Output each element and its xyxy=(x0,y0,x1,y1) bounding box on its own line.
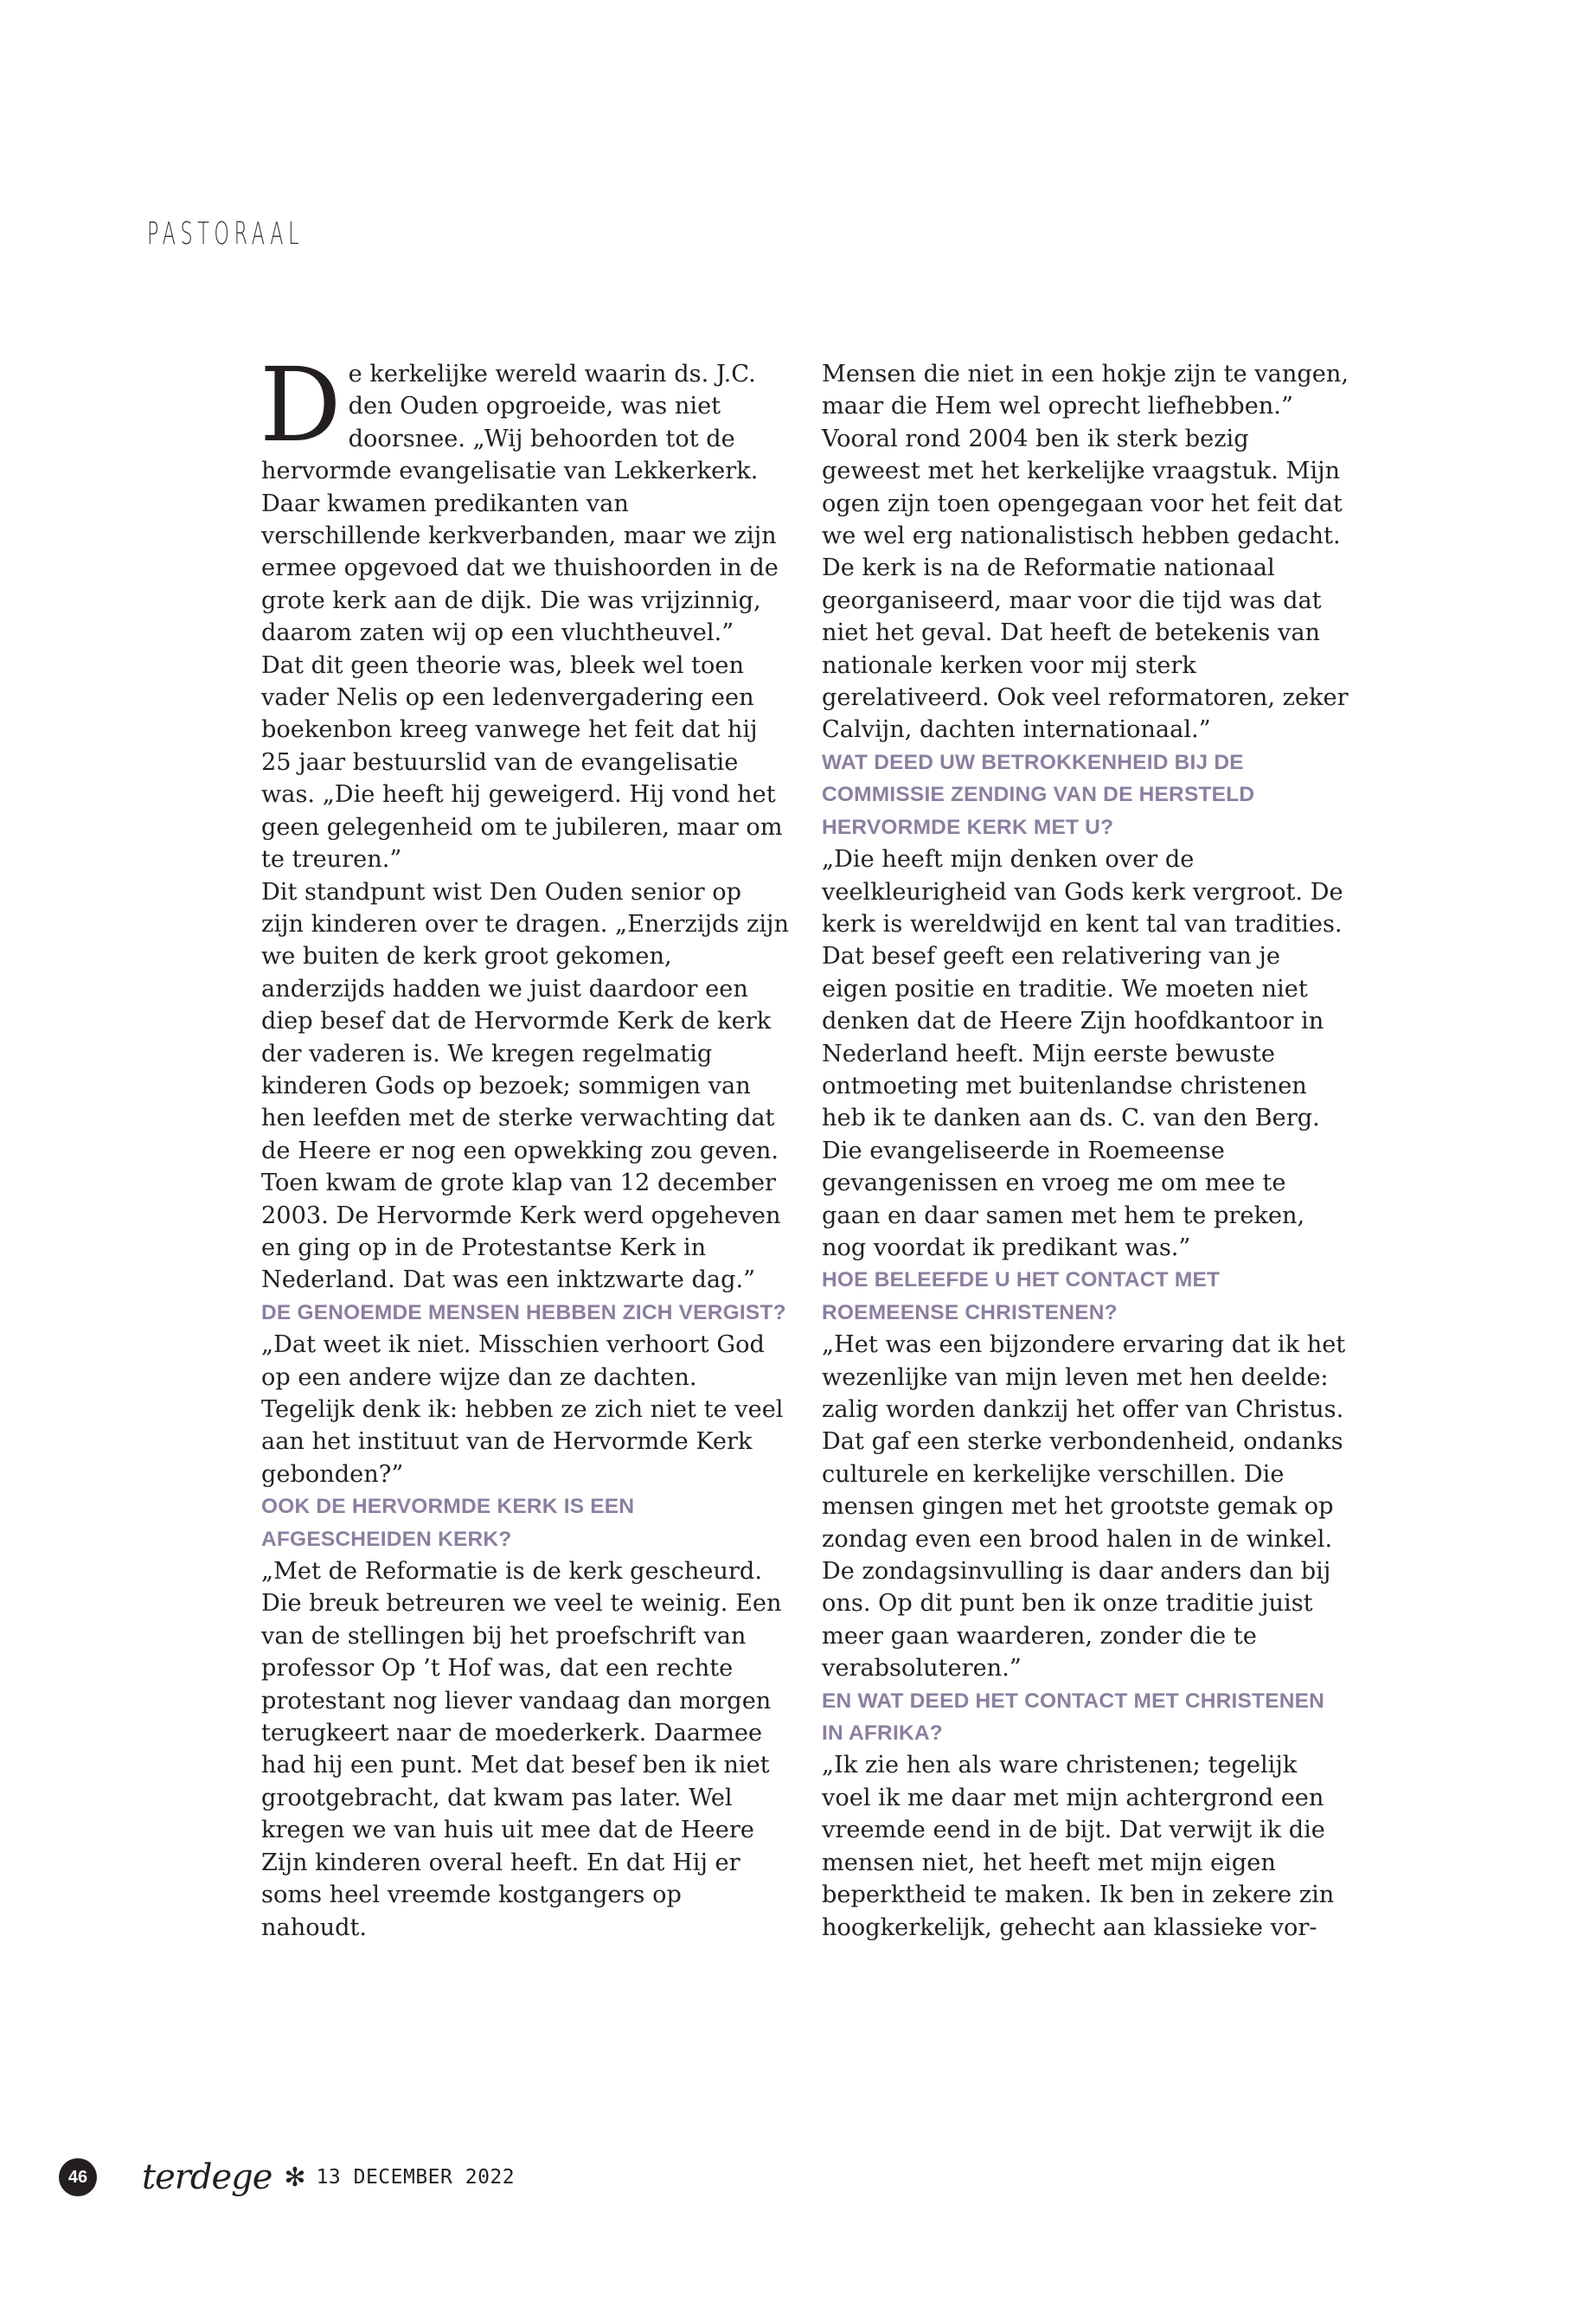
drop-cap: D xyxy=(260,345,342,465)
issue-date: 13 DECEMBER 2022 xyxy=(316,2166,516,2189)
body-paragraph: Dat dit geen theorie was, bleek wel toen vader Nelis op een ledenvergadering een boekenbon kreeg vanwege het feit dat hij 25 jaar bestuurslid van de evangelisatie was. „Die heeft hij geweigerd. Hij vond het geen gelegenheid om te jubileren, maar om te treuren.” xyxy=(261,651,783,874)
page-number: 46 xyxy=(59,2158,97,2196)
page-footer xyxy=(59,2156,515,2199)
article-column-left xyxy=(260,345,789,1944)
body-text: e kerkelijke wereld waarin ds. J.C. den Ouden opgroeide, was niet doorsnee. „Wij behoorden tot de hervormde evangelisatie van Lekkerkerk. Daar kwamen predikanten van verschillende kerkverbanden, maar we zijn ermee opgevoed dat we thuishoorden in de grote kerk aan de dijk. Die was vrijzinnig, daarom zaten wij op een vluchtheuvel.” xyxy=(261,361,779,647)
asterisk-icon: ✻ xyxy=(284,2162,306,2193)
body-paragraph: „Met de Reformatie is de kerk gescheurd. Die breuk betreuren we veel te weinig. Een van de stellingen bij het proefschrift van professor Op ’t Hof was, dat een rechte protestant nog liever vandaag dan morgen terugkeert naar de moederkerk. Daarmee had hij een punt. Met dat besef ben ik niet grootgebracht, dat kwam pas later. Wel kregen we van huis uit mee dat de Heere Zijn kinderen overal heeft. En dat Hij er soms heel vreemde kostgangers op nahoudt. xyxy=(261,1558,782,1941)
interview-question: OOK DE HERVORMDE KERK IS EEN AFGESCHEIDEN KERK? xyxy=(261,1495,635,1551)
body-paragraph: Mensen die niet in een hokje zijn te vangen, maar die Hem wel oprecht liefhebben.” Vooral rond 2004 ben ik sterk bezig geweest met het kerkelijke vraagstuk. Mijn ogen zijn toen opengegaan voor het feit dat we wel erg nationalistisch hebben gedacht. De kerk is na de Reformatie nationaal georganiseerd, maar voor die tijd was dat niet het geval. Dat heeft de betekenis van nationale kerken voor mij sterk gerelativeerd. Ook veel reformatoren, zeker Calvijn, dachten internationaal.” xyxy=(822,361,1349,744)
body-paragraph: „Ik zie hen als ware christenen; tegelijk voel ik me daar met mijn achtergrond een vreemde eend in de bijt. Dat verwijt ik die mensen niet, het heeft met mijn eigen beperktheid te maken. Ik ben in zekere zin hoogkerkelijk, gehecht aan klassieke vor- xyxy=(822,1752,1335,1941)
interview-question: DE GENOEMDE MENSEN HEBBEN ZICH VERGIST? xyxy=(261,1300,786,1324)
body-paragraph: „Het was een bijzondere ervaring dat ik het wezenlijke van mijn leven met hen deelde: zalig worden dankzij het offer van Christus. Dat gaf een sterke verbondenheid, ondanks culturele en kerkelijke verschillen. Die mensen gingen met het grootste gemak op zondag even een brood halen in de winkel. De zondagsinvulling is daar anders dan bij ons. Op dit punt ben ik onze traditie juist meer gaan waarderen, zonder die te verabsoluteren.” xyxy=(822,1331,1346,1682)
interview-question: HOE BELEEFDE U HET CONTACT MET ROEMEENSE CHRISTENEN? xyxy=(822,1268,1221,1324)
article-column-right xyxy=(822,358,1349,1944)
interview-question: WAT DEED UW BETROKKENHEID BIJ DE COMMISSIE ZENDING VAN DE HERSTELD HERVORMDE KERK MET U? xyxy=(822,750,1255,839)
body-paragraph: „Die heeft mijn denken over de veelkleurigheid van Gods kerk vergroot. De kerk is wereldwijd en kent tal van tradities. Dat besef geeft een relativering van je eigen positie en traditie. We moeten niet denken dat de Heere Zijn hoofdkantoor in Nederland heeft. Mijn eerste bewuste ontmoeting met buitenlandse christenen heb ik te danken aan ds. C. van den Berg. Die evangeliseerde in Roemeense gevangenissen en vroeg me om mee te gaan en daar samen met hem te preken, nog voordat ik predikant was.” xyxy=(822,846,1343,1261)
section-label: PASTORAAL xyxy=(147,216,304,252)
magazine-logo: terdege xyxy=(142,2157,272,2197)
body-paragraph: „Dat weet ik niet. Misschien verhoort God op een andere wijze dan ze dachten. Tegelijk denk ik: hebben ze zich niet te veel aan het instituut van de Hervormde Kerk gebonden?” xyxy=(261,1331,784,1488)
interview-question: EN WAT DEED HET CONTACT MET CHRISTENEN IN AFRIKA? xyxy=(822,1689,1325,1746)
intro-paragraph xyxy=(260,345,789,650)
body-paragraph: Dit standpunt wist Den Ouden senior op zijn kinderen over te dragen. „Enerzijds zijn we buiten de kerk groot gekomen, anderzijds hadden we juist daardoor een diep besef dat de Hervormde Kerk de kerk der vaderen is. We kregen regelmatig kinderen Gods op bezoek; sommigen van hen leefden met de sterke verwachting dat de Heere er nog een opwekking zou geven. Toen kwam de grote klap van 12 december 2003. De Hervormde Kerk werd opgeheven en ging op in de Protestantse Kerk in Nederland. Dat was een inktzwarte dag.” xyxy=(261,878,789,1294)
